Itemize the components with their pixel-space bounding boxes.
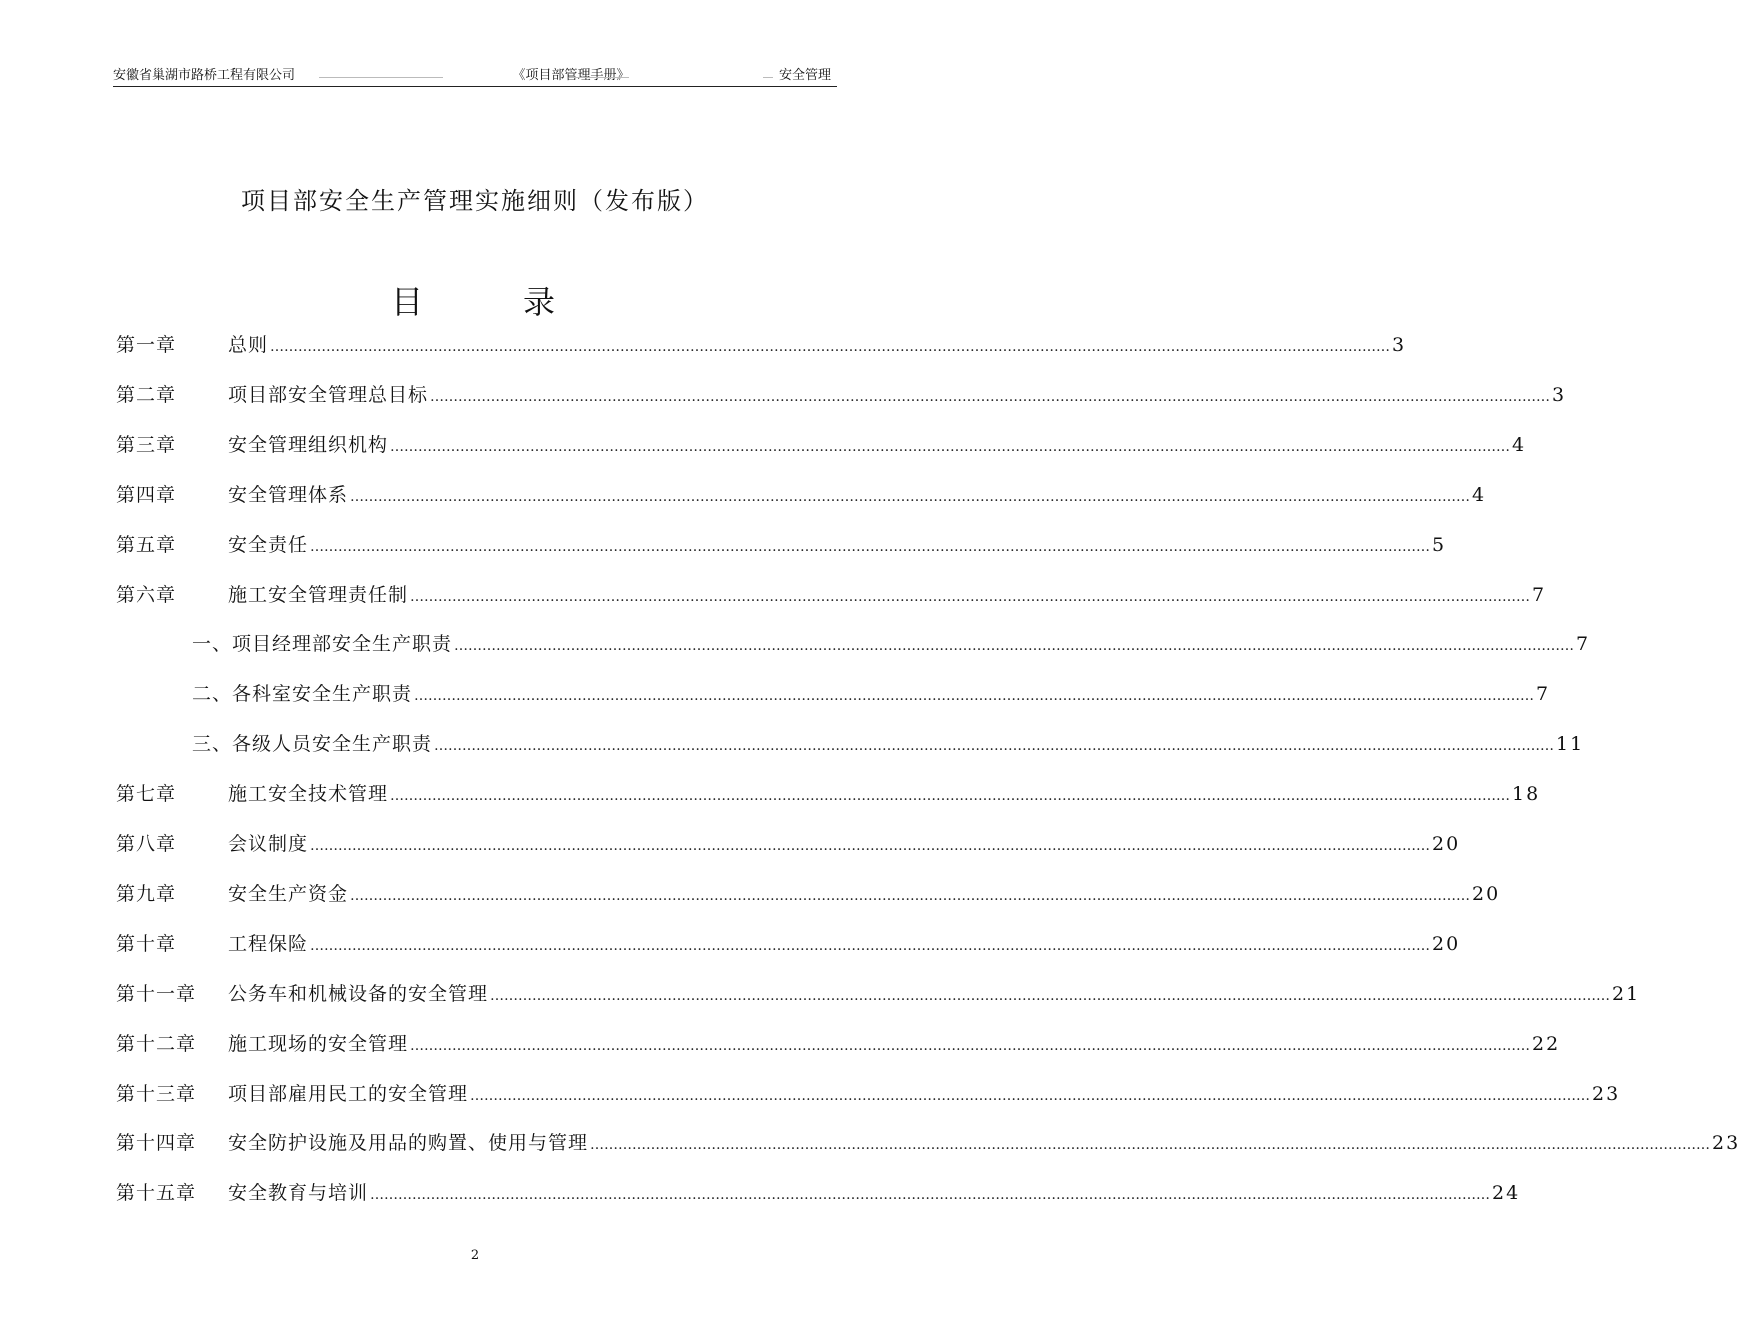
- toc-entry[interactable]: [192, 724, 1585, 764]
- toc-entry[interactable]: [116, 1123, 1740, 1163]
- toc-leader-dots: ……………………………………………………………………………………………………………………………………………………………………………………………………………………: [490, 987, 1611, 1004]
- toc-chapter-label: 第九章: [116, 882, 177, 905]
- toc-page-number: 3: [1392, 334, 1407, 356]
- toc-heading-char-1: 目: [391, 283, 424, 321]
- toc-leader-dots: ……………………………………………………………………………………………………………………………………………………………………………………………………………………: [350, 488, 1471, 505]
- toc-leader-dots: ……………………………………………………………………………………………………………………………………………………………………………………………………………………: [414, 688, 1535, 705]
- toc-entry[interactable]: [116, 425, 1527, 465]
- toc-page-number: 20: [1432, 833, 1461, 855]
- toc-chapter-title: 安全防护设施及用品的购置、使用与管理: [228, 1132, 589, 1155]
- toc-page-number: 4: [1512, 433, 1527, 456]
- toc-leader-dots: ……………………………………………………………………………………………………………………………………………………………………………………………………………………: [410, 1037, 1531, 1054]
- toc-chapter-label: 第八章: [116, 833, 177, 855]
- toc-chapter-label: 第十三章: [116, 1082, 197, 1105]
- toc-subsection-title: 三、各级人员安全生产职责: [192, 733, 433, 756]
- toc-page-number: 23: [1712, 1132, 1740, 1155]
- toc-entry[interactable]: [116, 475, 1487, 515]
- toc-chapter-label: 第十章: [116, 932, 177, 955]
- toc-page-number: 7: [1576, 633, 1591, 656]
- toc-page-number: 18: [1512, 783, 1541, 806]
- toc-page-number: 21: [1612, 982, 1641, 1005]
- toc-subsection-title: 一、项目经理部安全生产职责: [192, 633, 453, 656]
- toc-page-number: 24: [1492, 1182, 1521, 1205]
- header-rule-mid: [569, 77, 629, 78]
- toc-chapter-label: 第五章: [116, 533, 177, 556]
- toc-chapter-label: 第十五章: [116, 1182, 197, 1205]
- toc-chapter-label: 第十二章: [116, 1032, 197, 1055]
- toc-page-number: 22: [1532, 1032, 1561, 1055]
- page-number: 2: [470, 1248, 480, 1263]
- toc-page-number: 11: [1556, 733, 1585, 756]
- toc-chapter-title: 安全管理组织机构: [228, 433, 389, 456]
- toc-chapter-title: 安全生产资金: [228, 882, 349, 905]
- toc-subsection-title: 二、各科室安全生产职责: [192, 683, 413, 706]
- toc-leader-dots: ……………………………………………………………………………………………………………………………………………………………………………………………………………………: [310, 838, 1431, 854]
- toc-leader-dots: ……………………………………………………………………………………………………………………………………………………………………………………………………………………: [310, 937, 1431, 954]
- toc-entry[interactable]: [116, 1074, 1621, 1114]
- toc-chapter-label: 第七章: [116, 783, 177, 806]
- page-header: [113, 66, 837, 87]
- toc-chapter-title: 施工安全技术管理: [228, 783, 389, 806]
- header-company: 安徽省巢湖市路桥工程有限公司: [113, 68, 296, 83]
- toc-heading: [391, 282, 591, 322]
- toc-chapter-title: 公务车和机械设备的安全管理: [228, 982, 489, 1005]
- toc-chapter-label: 第十四章: [116, 1132, 197, 1155]
- toc-leader-dots: ……………………………………………………………………………………………………………………………………………………………………………………………………………………: [430, 388, 1551, 405]
- toc-entry[interactable]: [116, 525, 1447, 565]
- toc-leader-dots: ……………………………………………………………………………………………………………………………………………………………………………………………………………………: [270, 339, 1391, 355]
- toc-chapter-label: 第三章: [116, 433, 177, 456]
- toc-heading-char-2: 录: [523, 283, 556, 321]
- toc-leader-dots: ……………………………………………………………………………………………………………………………………………………………………………………………………………………: [390, 788, 1511, 805]
- toc-chapter-label: 第四章: [116, 483, 177, 506]
- toc-entry[interactable]: [116, 325, 1407, 365]
- header-rule-right: [763, 77, 773, 78]
- toc-chapter-title: 工程保险: [228, 932, 309, 955]
- toc-leader-dots: ……………………………………………………………………………………………………………………………………………………………………………………………………………………: [454, 638, 1575, 655]
- toc-entry[interactable]: [116, 774, 1541, 814]
- toc-leader-dots: ……………………………………………………………………………………………………………………………………………………………………………………………………………………: [590, 1137, 1711, 1154]
- toc-entry[interactable]: [116, 375, 1567, 415]
- toc-chapter-title: 施工现场的安全管理: [228, 1032, 409, 1055]
- toc-leader-dots: ……………………………………………………………………………………………………………………………………………………………………………………………………………………: [310, 538, 1431, 555]
- document-title: 项目部安全生产管理实施细则（发布版）: [241, 187, 709, 215]
- toc-chapter-title: 安全教育与培训: [228, 1182, 369, 1205]
- toc-page-number: 5: [1432, 533, 1447, 556]
- toc-chapter-title: 安全责任: [228, 533, 309, 556]
- toc-chapter-title: 总则: [228, 334, 269, 356]
- toc-leader-dots: ……………………………………………………………………………………………………………………………………………………………………………………………………………………: [434, 738, 1555, 755]
- header-section: 安全管理: [778, 68, 831, 83]
- toc-chapter-label: 第一章: [116, 334, 177, 356]
- toc-entry[interactable]: [116, 575, 1547, 615]
- toc-entry[interactable]: [116, 1024, 1561, 1064]
- toc-entry[interactable]: [116, 1173, 1521, 1213]
- toc-page-number: 23: [1592, 1082, 1621, 1105]
- toc-chapter-label: 第十一章: [116, 982, 197, 1005]
- toc-entry[interactable]: [116, 924, 1461, 964]
- toc-entry[interactable]: [116, 824, 1461, 864]
- toc-leader-dots: ……………………………………………………………………………………………………………………………………………………………………………………………………………………: [350, 887, 1471, 904]
- toc-page-number: 20: [1432, 932, 1461, 955]
- toc-chapter-title: 安全管理体系: [228, 483, 349, 506]
- toc-chapter-label: 第二章: [116, 383, 177, 406]
- toc-page-number: 7: [1532, 583, 1547, 606]
- toc-leader-dots: ……………………………………………………………………………………………………………………………………………………………………………………………………………………: [470, 1087, 1591, 1104]
- toc-chapter-title: 项目部雇用民工的安全管理: [228, 1082, 469, 1105]
- toc-chapter-title: 施工安全管理责任制: [228, 583, 409, 606]
- toc-page-number: 20: [1472, 882, 1501, 905]
- toc-entry[interactable]: [116, 874, 1501, 914]
- toc-leader-dots: ……………………………………………………………………………………………………………………………………………………………………………………………………………………: [390, 438, 1511, 455]
- toc-leader-dots: ……………………………………………………………………………………………………………………………………………………………………………………………………………………: [370, 1187, 1491, 1204]
- toc-entry[interactable]: [192, 674, 1551, 714]
- toc-page-number: 3: [1552, 383, 1567, 406]
- toc-chapter-title: 会议制度: [228, 833, 309, 855]
- toc-entry[interactable]: [192, 624, 1591, 664]
- toc-leader-dots: ……………………………………………………………………………………………………………………………………………………………………………………………………………………: [410, 588, 1531, 605]
- toc-page-number: 7: [1536, 683, 1551, 706]
- toc-chapter-title: 项目部安全管理总目标: [228, 383, 429, 406]
- toc-chapter-label: 第六章: [116, 583, 177, 606]
- header-manual-title: 《项目部管理手册》: [512, 68, 630, 83]
- toc-entry[interactable]: [116, 974, 1641, 1014]
- toc-page-number: 4: [1472, 483, 1487, 506]
- header-rule-left: [319, 77, 443, 78]
